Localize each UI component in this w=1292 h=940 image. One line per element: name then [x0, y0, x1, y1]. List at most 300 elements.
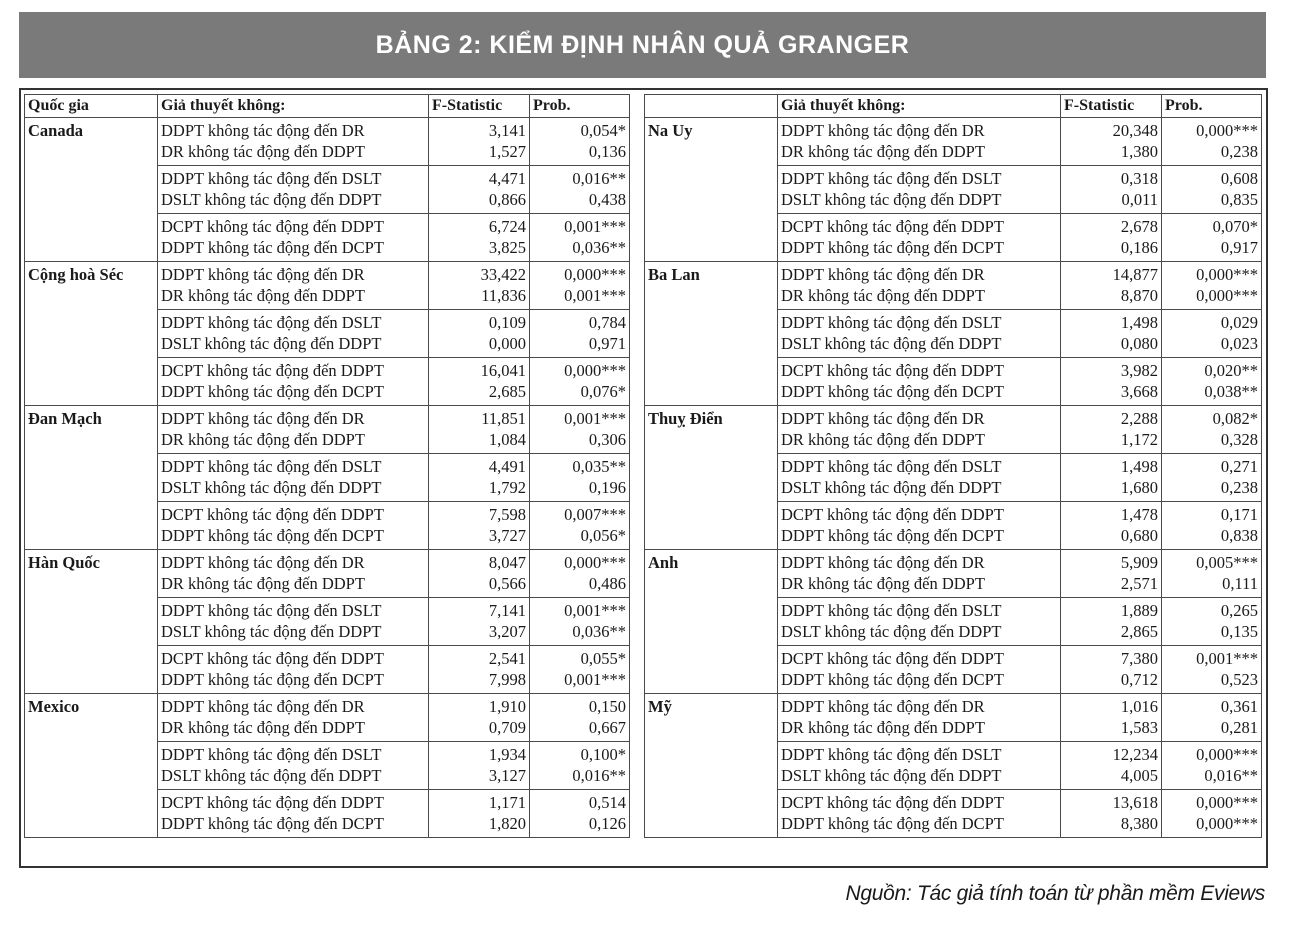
- hypothesis-text: DDPT không tác động đến DSLT: [161, 457, 382, 476]
- prob-value-cell: [530, 646, 630, 694]
- prob-value: 0,271: [1220, 457, 1258, 476]
- f-statistic-value: 11,851: [481, 409, 526, 428]
- hypothesis-text-cell: [778, 694, 1061, 742]
- country-name: Mexico: [25, 694, 158, 838]
- hypothesis-text-cell: [778, 502, 1061, 550]
- prob-value: 0,281: [1220, 718, 1258, 737]
- prob-value: 0,486: [588, 574, 626, 593]
- prob-value: 0,000***: [1196, 265, 1258, 284]
- f-statistic-value: 4,471: [488, 169, 526, 188]
- hypothesis-text: DDPT không tác động đến DR: [781, 121, 985, 140]
- f-statistic-value: 0,866: [488, 190, 526, 209]
- f-statistic-value: 2,865: [1120, 622, 1158, 641]
- hypothesis-text-cell: [158, 262, 429, 310]
- hypothesis-text: DDPT không tác động đến DSLT: [781, 313, 1002, 332]
- hypothesis-text: DDPT không tác động đến DSLT: [161, 169, 382, 188]
- f-statistic-value-cell: [1061, 742, 1162, 790]
- hypothesis-text-cell: [778, 646, 1061, 694]
- prob-value: 0,000***: [1196, 793, 1258, 812]
- hypothesis-text: DR không tác động đến DDPT: [781, 718, 985, 737]
- f-statistic-value: 1,889: [1120, 601, 1158, 620]
- hypothesis-text: DDPT không tác động đến DSLT: [781, 601, 1002, 620]
- hypothesis-text: DCPT không tác động đến DDPT: [161, 361, 384, 380]
- f-statistic-value: 1,527: [488, 142, 526, 161]
- hypothesis-text: DSLT không tác động đến DDPT: [781, 478, 1002, 497]
- f-statistic-value: 4,491: [488, 457, 526, 476]
- prob-value-cell: [530, 214, 630, 262]
- table-row: [645, 406, 1262, 454]
- prob-value-cell: [530, 166, 630, 214]
- prob-value: 0,667: [588, 718, 626, 737]
- hypothesis-text-cell: [158, 214, 429, 262]
- prob-value: 0,000***: [564, 265, 626, 284]
- prob-value-cell: [1162, 502, 1262, 550]
- hypothesis-text: DDPT không tác động đến DCPT: [161, 382, 384, 401]
- hypothesis-text: DSLT không tác động đến DDPT: [781, 766, 1002, 785]
- f-statistic-value: 0,566: [488, 574, 526, 593]
- f-statistic-value: 3,127: [488, 766, 526, 785]
- prob-value: 0,001***: [1196, 649, 1258, 668]
- f-statistic-value: 2,288: [1120, 409, 1158, 428]
- hypothesis-text-cell: [158, 790, 429, 838]
- prob-value: 0,306: [588, 430, 626, 449]
- prob-value-cell: [1162, 166, 1262, 214]
- source-note: Nguồn: Tác giả tính toán từ phần mềm Eviews: [845, 882, 1265, 905]
- f-statistic-value: 1,498: [1120, 313, 1158, 332]
- prob-value-cell: [530, 262, 630, 310]
- hypothesis-text: DDPT không tác động đến DR: [781, 697, 985, 716]
- prob-value: 0,001***: [564, 409, 626, 428]
- f-statistic-value: 3,141: [488, 121, 526, 140]
- table-row: [645, 118, 1262, 166]
- f-statistic-value: 8,380: [1120, 814, 1158, 833]
- f-statistic-value-cell: [429, 214, 530, 262]
- prob-value: 0,001***: [564, 286, 626, 305]
- hypothesis-text: DR không tác động đến DDPT: [781, 430, 985, 449]
- f-statistic-value: 1,680: [1120, 478, 1158, 497]
- hypothesis-text: DDPT không tác động đến DCPT: [161, 526, 384, 545]
- hypothesis-text-cell: [778, 166, 1061, 214]
- f-statistic-value: 3,668: [1120, 382, 1158, 401]
- f-statistic-value-cell: [1061, 214, 1162, 262]
- hypothesis-text: DDPT không tác động đến DCPT: [161, 238, 384, 257]
- f-statistic-value-cell: [429, 550, 530, 598]
- hypothesis-text: DDPT không tác động đến DR: [781, 553, 985, 572]
- prob-value: 0,361: [1220, 697, 1258, 716]
- prob-value-cell: [530, 550, 630, 598]
- hypothesis-text-cell: [778, 742, 1061, 790]
- prob-value: 0,054*: [580, 121, 626, 140]
- f-statistic-value-cell: [429, 358, 530, 406]
- prob-value: 0,001***: [564, 601, 626, 620]
- f-statistic-value-cell: [429, 742, 530, 790]
- prob-value-cell: [1162, 742, 1262, 790]
- prob-value-cell: [1162, 310, 1262, 358]
- hypothesis-text-cell: [778, 262, 1061, 310]
- prob-value: 0,029: [1220, 313, 1258, 332]
- header-country: Quốc gia: [25, 95, 158, 118]
- f-statistic-value-cell: [429, 598, 530, 646]
- f-statistic-value: 8,870: [1120, 286, 1158, 305]
- header-prob: Prob.: [530, 95, 630, 118]
- hypothesis-text: DDPT không tác động đến DSLT: [161, 313, 382, 332]
- f-statistic-value: 0,186: [1120, 238, 1158, 257]
- country-name: Na Uy: [645, 118, 778, 262]
- f-statistic-value-cell: [1061, 646, 1162, 694]
- prob-value: 0,023: [1220, 334, 1258, 353]
- f-statistic-value-cell: [1061, 262, 1162, 310]
- hypothesis-text-cell: [158, 118, 429, 166]
- granger-table-left: [24, 94, 630, 838]
- prob-value-cell: [530, 694, 630, 742]
- f-statistic-value: 1,171: [488, 793, 526, 812]
- hypothesis-text: DSLT không tác động đến DDPT: [781, 334, 1002, 353]
- f-statistic-value-cell: [1061, 166, 1162, 214]
- hypothesis-text: DR không tác động đến DDPT: [781, 142, 985, 161]
- country-name: Mỹ: [645, 694, 778, 838]
- prob-value: 0,036**: [572, 622, 626, 641]
- prob-value-cell: [530, 406, 630, 454]
- f-statistic-value: 1,498: [1120, 457, 1158, 476]
- f-statistic-value-cell: [1061, 550, 1162, 598]
- f-statistic-value: 3,982: [1120, 361, 1158, 380]
- f-statistic-value: 3,207: [488, 622, 526, 641]
- f-statistic-value: 1,380: [1120, 142, 1158, 161]
- f-statistic-value: 11,836: [481, 286, 526, 305]
- prob-value: 0,020**: [1204, 361, 1258, 380]
- f-statistic-value: 2,571: [1120, 574, 1158, 593]
- prob-value-cell: [530, 502, 630, 550]
- hypothesis-text: DDPT không tác động đến DCPT: [781, 382, 1004, 401]
- prob-value: 0,000***: [564, 361, 626, 380]
- hypothesis-text: DDPT không tác động đến DR: [161, 265, 365, 284]
- table-row: [645, 262, 1262, 310]
- hypothesis-text-cell: [158, 454, 429, 502]
- hypothesis-text: DCPT không tác động đến DDPT: [781, 217, 1004, 236]
- f-statistic-value: 1,172: [1120, 430, 1158, 449]
- prob-value-cell: [1162, 646, 1262, 694]
- table-row: [25, 694, 630, 742]
- hypothesis-text-cell: [158, 646, 429, 694]
- hypothesis-text-cell: [158, 166, 429, 214]
- hypothesis-text: DR không tác động đến DDPT: [161, 430, 365, 449]
- country-name: Canada: [25, 118, 158, 262]
- hypothesis-text: DDPT không tác động đến DR: [781, 265, 985, 284]
- hypothesis-text: DCPT không tác động đến DDPT: [161, 505, 384, 524]
- prob-value-cell: [1162, 598, 1262, 646]
- header-country: [645, 95, 778, 118]
- f-statistic-value-cell: [429, 166, 530, 214]
- f-statistic-value: 0,000: [488, 334, 526, 353]
- f-statistic-value: 0,680: [1120, 526, 1158, 545]
- prob-value-cell: [530, 358, 630, 406]
- hypothesis-text: DR không tác động đến DDPT: [781, 574, 985, 593]
- hypothesis-text: DSLT không tác động đến DDPT: [161, 190, 382, 209]
- header-f-statistic: F-Statistic: [429, 95, 530, 118]
- hypothesis-text: DCPT không tác động đến DDPT: [161, 217, 384, 236]
- prob-value: 0,111: [1222, 574, 1258, 593]
- country-name: Anh: [645, 550, 778, 694]
- f-statistic-value-cell: [1061, 358, 1162, 406]
- f-statistic-value-cell: [1061, 454, 1162, 502]
- hypothesis-text: DDPT không tác động đến DR: [161, 409, 365, 428]
- hypothesis-text-cell: [158, 358, 429, 406]
- table-row: [25, 262, 630, 310]
- prob-value: 0,917: [1220, 238, 1258, 257]
- hypothesis-text: DDPT không tác động đến DCPT: [781, 670, 1004, 689]
- f-statistic-value: 14,877: [1112, 265, 1158, 284]
- f-statistic-value: 1,934: [488, 745, 526, 764]
- header-hypothesis: Giả thuyết không:: [158, 95, 429, 118]
- prob-value-cell: [1162, 118, 1262, 166]
- prob-value: 0,838: [1220, 526, 1258, 545]
- table-row: [25, 550, 630, 598]
- prob-value-cell: [1162, 214, 1262, 262]
- f-statistic-value: 5,909: [1120, 553, 1158, 572]
- f-statistic-value: 7,998: [488, 670, 526, 689]
- f-statistic-value: 7,141: [488, 601, 526, 620]
- prob-value-cell: [1162, 694, 1262, 742]
- prob-value-cell: [530, 742, 630, 790]
- hypothesis-text: DCPT không tác động đến DDPT: [161, 649, 384, 668]
- hypothesis-text: DDPT không tác động đến DSLT: [781, 457, 1002, 476]
- prob-value: 0,000***: [1196, 286, 1258, 305]
- hypothesis-text: DSLT không tác động đến DDPT: [161, 622, 382, 641]
- prob-value-cell: [530, 118, 630, 166]
- prob-value: 0,016**: [572, 766, 626, 785]
- table-row: [25, 118, 630, 166]
- f-statistic-value: 2,541: [488, 649, 526, 668]
- hypothesis-text: DR không tác động đến DDPT: [161, 574, 365, 593]
- prob-value-cell: [1162, 790, 1262, 838]
- f-statistic-value: 1,016: [1120, 697, 1158, 716]
- hypothesis-text: DDPT không tác động đến DCPT: [161, 814, 384, 833]
- prob-value: 0,196: [588, 478, 626, 497]
- hypothesis-text: DCPT không tác động đến DDPT: [781, 793, 1004, 812]
- f-statistic-value-cell: [429, 502, 530, 550]
- f-statistic-value-cell: [429, 310, 530, 358]
- f-statistic-value: 16,041: [480, 361, 526, 380]
- prob-value: 0,016**: [572, 169, 626, 188]
- table-row: [645, 694, 1262, 742]
- prob-value: 0,136: [588, 142, 626, 161]
- f-statistic-value: 2,685: [488, 382, 526, 401]
- f-statistic-value-cell: [1061, 598, 1162, 646]
- hypothesis-text-cell: [778, 310, 1061, 358]
- f-statistic-value-cell: [429, 262, 530, 310]
- f-statistic-value-cell: [1061, 406, 1162, 454]
- prob-value-cell: [1162, 358, 1262, 406]
- prob-value: 0,971: [588, 334, 626, 353]
- hypothesis-text: DCPT không tác động đến DDPT: [781, 505, 1004, 524]
- hypothesis-text: DDPT không tác động đến DR: [161, 121, 365, 140]
- hypothesis-text: DSLT không tác động đến DDPT: [161, 766, 382, 785]
- hypothesis-text-cell: [778, 790, 1061, 838]
- header-f-statistic: F-Statistic: [1061, 95, 1162, 118]
- table-title: BẢNG 2: KIỂM ĐỊNH NHÂN QUẢ GRANGER: [19, 12, 1266, 78]
- f-statistic-value: 33,422: [480, 265, 526, 284]
- f-statistic-value: 20,348: [1112, 121, 1158, 140]
- prob-value: 0,784: [588, 313, 626, 332]
- hypothesis-text-cell: [778, 550, 1061, 598]
- prob-value: 0,016**: [1204, 766, 1258, 785]
- hypothesis-text: DDPT không tác động đến DSLT: [781, 169, 1002, 188]
- hypothesis-text: DR không tác động đến DDPT: [161, 286, 365, 305]
- f-statistic-value-cell: [1061, 118, 1162, 166]
- prob-value: 0,150: [588, 697, 626, 716]
- prob-value: 0,171: [1220, 505, 1258, 524]
- f-statistic-value-cell: [1061, 694, 1162, 742]
- f-statistic-value-cell: [1061, 502, 1162, 550]
- hypothesis-text-cell: [158, 742, 429, 790]
- f-statistic-value: 7,598: [488, 505, 526, 524]
- table-frame: [19, 88, 1268, 868]
- hypothesis-text-cell: [158, 502, 429, 550]
- hypothesis-text-cell: [778, 598, 1061, 646]
- prob-value: 0,238: [1220, 478, 1258, 497]
- prob-value: 0,082*: [1212, 409, 1258, 428]
- hypothesis-text: DCPT không tác động đến DDPT: [781, 361, 1004, 380]
- prob-value: 0,523: [1220, 670, 1258, 689]
- prob-value: 0,070*: [1212, 217, 1258, 236]
- prob-value: 0,608: [1220, 169, 1258, 188]
- hypothesis-text-cell: [158, 550, 429, 598]
- f-statistic-value-cell: [429, 118, 530, 166]
- hypothesis-text: DCPT không tác động đến DDPT: [781, 649, 1004, 668]
- hypothesis-text: DSLT không tác động đến DDPT: [161, 334, 382, 353]
- prob-value: 0,007***: [564, 505, 626, 524]
- hypothesis-text: DDPT không tác động đến DSLT: [161, 601, 382, 620]
- f-statistic-value-cell: [429, 790, 530, 838]
- hypothesis-text: DDPT không tác động đến DSLT: [161, 745, 382, 764]
- prob-value: 0,000***: [1196, 814, 1258, 833]
- hypothesis-text: DSLT không tác động đến DDPT: [161, 478, 382, 497]
- hypothesis-text: DDPT không tác động đến DCPT: [781, 238, 1004, 257]
- prob-value: 0,328: [1220, 430, 1258, 449]
- hypothesis-text: DDPT không tác động đến DCPT: [781, 814, 1004, 833]
- hypothesis-text: DR không tác động đến DDPT: [161, 718, 365, 737]
- hypothesis-text: DCPT không tác động đến DDPT: [161, 793, 384, 812]
- f-statistic-value: 2,678: [1120, 217, 1158, 236]
- prob-value-cell: [530, 790, 630, 838]
- f-statistic-value: 1,478: [1120, 505, 1158, 524]
- prob-value: 0,055*: [580, 649, 626, 668]
- hypothesis-text: DR không tác động đến DDPT: [161, 142, 365, 161]
- prob-value-cell: [1162, 454, 1262, 502]
- f-statistic-value: 1,820: [488, 814, 526, 833]
- prob-value: 0,001***: [564, 670, 626, 689]
- prob-value: 0,001***: [564, 217, 626, 236]
- granger-table-right: [644, 94, 1262, 838]
- prob-value-cell: [530, 310, 630, 358]
- prob-value: 0,265: [1220, 601, 1258, 620]
- f-statistic-value: 0,318: [1120, 169, 1158, 188]
- f-statistic-value: 3,727: [488, 526, 526, 545]
- hypothesis-text-cell: [778, 406, 1061, 454]
- country-name: Cộng hoà Séc: [25, 262, 158, 406]
- f-statistic-value: 0,011: [1121, 190, 1158, 209]
- prob-value: 0,036**: [572, 238, 626, 257]
- prob-value-cell: [1162, 406, 1262, 454]
- f-statistic-value-cell: [429, 694, 530, 742]
- f-statistic-value: 0,712: [1120, 670, 1158, 689]
- prob-value: 0,100*: [580, 745, 626, 764]
- prob-value: 0,438: [588, 190, 626, 209]
- f-statistic-value: 1,910: [488, 697, 526, 716]
- hypothesis-text-cell: [158, 598, 429, 646]
- prob-value: 0,835: [1220, 190, 1258, 209]
- prob-value: 0,126: [588, 814, 626, 833]
- hypothesis-text-cell: [778, 358, 1061, 406]
- prob-value-cell: [530, 454, 630, 502]
- hypothesis-text: DDPT không tác động đến DR: [781, 409, 985, 428]
- header-row: [25, 95, 630, 118]
- header-row: [645, 95, 1262, 118]
- hypothesis-text-cell: [778, 214, 1061, 262]
- f-statistic-value-cell: [429, 454, 530, 502]
- f-statistic-value-cell: [429, 406, 530, 454]
- hypothesis-text: DSLT không tác động đến DDPT: [781, 190, 1002, 209]
- hypothesis-text: DDPT không tác động đến DSLT: [781, 745, 1002, 764]
- f-statistic-value: 1,792: [488, 478, 526, 497]
- hypothesis-text-cell: [778, 118, 1061, 166]
- hypothesis-text: DSLT không tác động đến DDPT: [781, 622, 1002, 641]
- f-statistic-value: 1,583: [1120, 718, 1158, 737]
- f-statistic-value: 4,005: [1120, 766, 1158, 785]
- prob-value: 0,000***: [564, 553, 626, 572]
- f-statistic-value: 13,618: [1112, 793, 1158, 812]
- country-name: Hàn Quốc: [25, 550, 158, 694]
- prob-value: 0,514: [588, 793, 626, 812]
- f-statistic-value: 7,380: [1120, 649, 1158, 668]
- table-row: [645, 550, 1262, 598]
- f-statistic-value-cell: [1061, 790, 1162, 838]
- prob-value: 0,038**: [1204, 382, 1258, 401]
- prob-value: 0,076*: [580, 382, 626, 401]
- hypothesis-text-cell: [158, 310, 429, 358]
- country-name: Ba Lan: [645, 262, 778, 406]
- hypothesis-text-cell: [158, 406, 429, 454]
- f-statistic-value: 6,724: [488, 217, 526, 236]
- table-row: [25, 406, 630, 454]
- hypothesis-text: DDPT không tác động đến DCPT: [161, 670, 384, 689]
- f-statistic-value: 3,825: [488, 238, 526, 257]
- hypothesis-text: DDPT không tác động đến DCPT: [781, 526, 1004, 545]
- prob-value: 0,000***: [1196, 745, 1258, 764]
- prob-value: 0,035**: [572, 457, 626, 476]
- country-name: Thuỵ Điển: [645, 406, 778, 550]
- header-prob: Prob.: [1162, 95, 1262, 118]
- prob-value: 0,005***: [1196, 553, 1258, 572]
- hypothesis-text-cell: [158, 694, 429, 742]
- f-statistic-value: 1,084: [488, 430, 526, 449]
- prob-value: 0,238: [1220, 142, 1258, 161]
- hypothesis-text: DDPT không tác động đến DR: [161, 553, 365, 572]
- prob-value-cell: [530, 598, 630, 646]
- f-statistic-value: 0,109: [488, 313, 526, 332]
- hypothesis-text: DDPT không tác động đến DR: [161, 697, 365, 716]
- prob-value-cell: [1162, 262, 1262, 310]
- hypothesis-text: DR không tác động đến DDPT: [781, 286, 985, 305]
- header-hypothesis: Giả thuyết không:: [778, 95, 1061, 118]
- hypothesis-text-cell: [778, 454, 1061, 502]
- country-name: Đan Mạch: [25, 406, 158, 550]
- f-statistic-value: 12,234: [1112, 745, 1158, 764]
- f-statistic-value-cell: [429, 646, 530, 694]
- prob-value: 0,000***: [1196, 121, 1258, 140]
- f-statistic-value: 8,047: [488, 553, 526, 572]
- f-statistic-value: 0,080: [1120, 334, 1158, 353]
